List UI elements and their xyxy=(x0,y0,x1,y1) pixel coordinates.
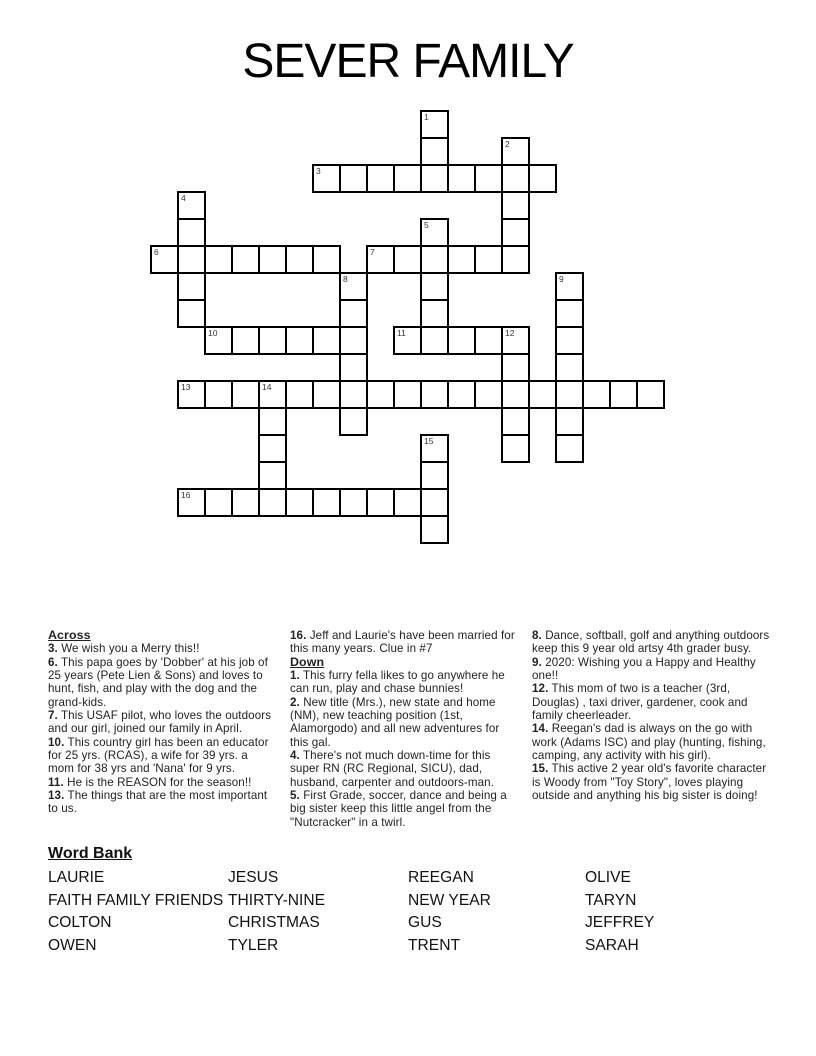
clue-number: 4. xyxy=(290,749,300,763)
clue-down-8 xyxy=(532,629,772,656)
word-bank-item: TYLER xyxy=(228,936,279,954)
clue-across-6 xyxy=(48,656,276,709)
grid-cell-r14-c8[interactable] xyxy=(366,488,395,517)
grid-cell-r14-c4[interactable] xyxy=(258,488,287,517)
cell-number: 3 xyxy=(316,166,321,176)
grid-cell-r8-c15[interactable] xyxy=(555,326,584,355)
grid-cell-r5-c13[interactable] xyxy=(501,245,530,274)
clue-down-1 xyxy=(290,669,518,696)
clue-number: 1. xyxy=(290,669,300,683)
clue-text: 2020: Wishing you a Happy and Healthy one!! xyxy=(532,655,756,683)
word-bank-item: TRENT xyxy=(408,936,460,954)
grid-cell-r2-c8[interactable] xyxy=(366,164,395,193)
word-bank-header: Word Bank xyxy=(48,845,133,862)
grid-cell-r4-c13[interactable] xyxy=(501,218,530,247)
word-bank-item: JESUS xyxy=(228,869,279,886)
word-bank-item: LAURIE xyxy=(48,869,105,886)
grid-cell-r7-c15[interactable] xyxy=(555,299,584,328)
word-bank-item: OLIVE xyxy=(585,869,631,886)
clue-text: This active 2 year old's favorite character is Woody from "Toy Story", loves playing outside and anything his big sister is doing! xyxy=(532,762,767,803)
grid-cell-r3-c1[interactable] xyxy=(177,191,206,220)
grid-cell-r10-c7[interactable] xyxy=(339,380,368,409)
cell-number: 6 xyxy=(154,247,159,257)
grid-cell-r3-c13[interactable] xyxy=(501,191,530,220)
grid-cell-r5-c12[interactable] xyxy=(474,245,503,274)
grid-cell-r5-c5[interactable] xyxy=(285,245,314,274)
grid-cell-r14-c2[interactable] xyxy=(204,488,233,517)
cell-number: 15 xyxy=(424,436,434,446)
grid-cell-r4-c1[interactable] xyxy=(177,218,206,247)
grid-cell-r1-c10[interactable] xyxy=(420,137,449,166)
clue-text: This mom of two is a teacher (3rd, Douglas) , taxi driver, gardener, cook and family cheerleader. xyxy=(532,682,748,723)
clue-across-16 xyxy=(290,629,518,656)
grid-cell-r2-c11[interactable] xyxy=(447,164,476,193)
crossword-grid xyxy=(150,110,665,544)
cell-number: 12 xyxy=(505,328,515,338)
clues-column-right xyxy=(532,629,772,802)
cell-number: 2 xyxy=(505,139,510,149)
grid-cell-r11-c13[interactable] xyxy=(501,407,530,436)
grid-cell-r2-c10[interactable] xyxy=(420,164,449,193)
clue-number: 5. xyxy=(290,789,300,803)
word-bank-item: CHRISTMAS xyxy=(228,914,320,931)
clue-text: Reegan's dad is always on the go with work (Adams ISC) and play (hunting, fishing, camping, any activity with his girl). xyxy=(532,722,766,763)
grid-cell-r5-c6[interactable] xyxy=(312,245,341,274)
grid-cell-r8-c3[interactable] xyxy=(231,326,260,355)
clue-across-3 xyxy=(48,642,276,655)
cell-number: 8 xyxy=(343,274,348,284)
clue-number: 12. xyxy=(532,682,549,696)
clue-text: The things that are the most important to us. xyxy=(48,789,268,816)
word-bank-item: JEFFREY xyxy=(585,914,655,931)
cell-number: 16 xyxy=(181,490,191,500)
cell-number: 10 xyxy=(208,328,218,338)
clues-column-middle xyxy=(290,629,518,829)
across-header: Across xyxy=(48,628,91,642)
grid-cell-r5-c0[interactable] xyxy=(150,245,179,274)
word-bank-item: SARAH xyxy=(585,936,639,954)
grid-cell-r12-c13[interactable] xyxy=(501,434,530,463)
clue-number: 9. xyxy=(532,655,542,669)
grid-cell-r12-c10[interactable] xyxy=(420,434,449,463)
clue-down-9 xyxy=(532,656,772,683)
cell-number: 5 xyxy=(424,220,429,230)
grid-cell-r0-c10[interactable] xyxy=(420,110,449,139)
clue-number: 11. xyxy=(48,775,64,789)
clue-number: 8. xyxy=(532,629,542,642)
word-bank-column-0 xyxy=(48,867,223,957)
word-bank-column-1 xyxy=(228,867,325,957)
clue-down-14 xyxy=(532,722,772,762)
clue-number: 2. xyxy=(290,695,300,709)
clue-text: We wish you a Merry this!! xyxy=(61,642,200,656)
grid-cell-r9-c15[interactable] xyxy=(555,353,584,382)
grid-cell-r8-c5[interactable] xyxy=(285,326,314,355)
clue-across-10 xyxy=(48,736,276,776)
word-bank-item: THIRTY-NINE xyxy=(228,891,326,909)
clue-down-2 xyxy=(290,696,518,749)
cell-number: 7 xyxy=(370,247,375,257)
grid-cell-r10-c11[interactable] xyxy=(447,380,476,409)
grid-cell-r8-c9[interactable] xyxy=(393,326,422,355)
clue-text: This country girl has been an educator for 25 yrs. (RCAS), a wife for 39 yrs. a mom for 38 yrs and 'Nana' for 9 yrs. xyxy=(48,735,269,776)
grid-cell-r14-c9[interactable] xyxy=(393,488,422,517)
grid-cell-r10-c6[interactable] xyxy=(312,380,341,409)
grid-cell-r10-c9[interactable] xyxy=(393,380,422,409)
clue-number: 15. xyxy=(532,762,549,776)
clue-text: Jeff and Laurie's have been married for this many years. Clue in #7 xyxy=(290,629,515,656)
grid-cell-r5-c3[interactable] xyxy=(231,245,260,274)
clue-text: This furry fella likes to go anywhere he can run, play and chase bunnies! xyxy=(290,669,505,696)
word-bank-item: OWEN xyxy=(48,936,97,954)
grid-cell-r10-c14[interactable] xyxy=(528,380,557,409)
grid-cell-r9-c13[interactable] xyxy=(501,353,530,382)
grid-cell-r8-c4[interactable] xyxy=(258,326,287,355)
grid-cell-r10-c2[interactable] xyxy=(204,380,233,409)
clue-down-5 xyxy=(290,789,518,829)
cell-number: 14 xyxy=(262,382,272,392)
grid-cell-r12-c4[interactable] xyxy=(258,434,287,463)
grid-cell-r10-c3[interactable] xyxy=(231,380,260,409)
grid-cell-r13-c4[interactable] xyxy=(258,461,287,490)
clue-number: 3. xyxy=(48,642,58,656)
grid-cell-r5-c9[interactable] xyxy=(393,245,422,274)
clue-text: He is the REASON for the season!! xyxy=(67,775,252,789)
clue-number: 16. xyxy=(290,629,307,642)
grid-cell-r12-c15[interactable] xyxy=(555,434,584,463)
cell-number: 9 xyxy=(559,274,564,284)
grid-cell-r10-c15[interactable] xyxy=(555,380,584,409)
grid-cell-r8-c7[interactable] xyxy=(339,326,368,355)
grid-cell-r10-c18[interactable] xyxy=(636,380,665,409)
grid-cell-r8-c13[interactable] xyxy=(501,326,530,355)
grid-cell-r10-c12[interactable] xyxy=(474,380,503,409)
grid-cell-r6-c1[interactable] xyxy=(177,272,206,301)
grid-cell-r5-c1[interactable] xyxy=(177,245,206,274)
clue-down-15 xyxy=(532,762,772,802)
grid-cell-r15-c10[interactable] xyxy=(420,515,449,544)
word-bank-item: NEW YEAR xyxy=(408,891,491,909)
grid-cell-r1-c13[interactable] xyxy=(501,137,530,166)
cell-number: 1 xyxy=(424,112,429,122)
grid-cell-r6-c15[interactable] xyxy=(555,272,584,301)
grid-cell-r7-c10[interactable] xyxy=(420,299,449,328)
grid-cell-r2-c9[interactable] xyxy=(393,164,422,193)
grid-cell-r10-c16[interactable] xyxy=(582,380,611,409)
grid-cell-r2-c14[interactable] xyxy=(528,164,557,193)
clue-across-7 xyxy=(48,709,276,736)
grid-cell-r8-c2[interactable] xyxy=(204,326,233,355)
grid-cell-r8-c12[interactable] xyxy=(474,326,503,355)
grid-cell-r2-c13[interactable] xyxy=(501,164,530,193)
grid-cell-r14-c5[interactable] xyxy=(285,488,314,517)
cell-number: 13 xyxy=(181,382,191,392)
grid-cell-r10-c17[interactable] xyxy=(609,380,638,409)
word-bank-item: COLTON xyxy=(48,914,112,931)
clue-text: First Grade, soccer, dance and being a big sister keep this little angel from the "Nutcracker" in a twirl. xyxy=(290,789,507,829)
grid-cell-r10-c5[interactable] xyxy=(285,380,314,409)
grid-cell-r7-c1[interactable] xyxy=(177,299,206,328)
grid-cell-r14-c7[interactable] xyxy=(339,488,368,517)
word-bank-item: FAITH FAMILY FRIENDS xyxy=(48,891,224,909)
grid-cell-r10-c13[interactable] xyxy=(501,380,530,409)
clue-text: Dance, softball, golf and anything outdoors keep this 9 year old artsy 4th grader busy. xyxy=(532,629,770,656)
grid-cell-r2-c7[interactable] xyxy=(339,164,368,193)
grid-cell-r11-c7[interactable] xyxy=(339,407,368,436)
word-bank-item: REEGAN xyxy=(408,869,474,886)
grid-cell-r4-c10[interactable] xyxy=(420,218,449,247)
grid-cell-r10-c4[interactable] xyxy=(258,380,287,409)
grid-cell-r7-c7[interactable] xyxy=(339,299,368,328)
clue-down-12 xyxy=(532,682,772,722)
grid-cell-r6-c7[interactable] xyxy=(339,272,368,301)
grid-cell-r8-c10[interactable] xyxy=(420,326,449,355)
grid-cell-r6-c10[interactable] xyxy=(420,272,449,301)
grid-cell-r9-c7[interactable] xyxy=(339,353,368,382)
clue-across-13 xyxy=(48,789,276,816)
cell-number: 4 xyxy=(181,193,186,203)
word-bank xyxy=(0,867,816,962)
word-bank-item: GUS xyxy=(408,914,442,931)
grid-cell-r11-c15[interactable] xyxy=(555,407,584,436)
grid-cell-r14-c3[interactable] xyxy=(231,488,260,517)
puzzle-title: SEVER FAMILY xyxy=(242,35,574,88)
grid-cell-r5-c8[interactable] xyxy=(366,245,395,274)
clue-number: 6. xyxy=(48,655,58,669)
clue-number: 13. xyxy=(48,789,65,803)
grid-cell-r5-c4[interactable] xyxy=(258,245,287,274)
grid-cell-r14-c6[interactable] xyxy=(312,488,341,517)
clues-column-left xyxy=(48,629,276,816)
clue-number: 14. xyxy=(532,722,549,736)
grid-cell-r5-c11[interactable] xyxy=(447,245,476,274)
clue-across-11 xyxy=(48,776,276,789)
clue-text: This USAF pilot, who loves the outdoors and our girl, joined our family in April. xyxy=(48,709,272,736)
word-bank-column-3 xyxy=(585,867,654,957)
clue-text: New title (Mrs.), new state and home (NM), new teaching position (1st, Alamorgodo) and all new adventures for this gal. xyxy=(290,695,500,749)
clue-down-4 xyxy=(290,749,518,789)
grid-cell-r10-c8[interactable] xyxy=(366,380,395,409)
grid-cell-r14-c10[interactable] xyxy=(420,488,449,517)
down-header: Down xyxy=(290,654,325,669)
clue-number: 10. xyxy=(48,735,65,749)
clue-text: This papa goes by 'Dobber' at his job of 25 years (Pete Lien & Sons) and loves to hunt, fish, and play with the dog and the grand-kids. xyxy=(48,655,268,709)
word-bank-column-2 xyxy=(408,867,491,957)
grid-cell-r5-c10[interactable] xyxy=(420,245,449,274)
grid-cell-r8-c6[interactable] xyxy=(312,326,341,355)
grid-cell-r13-c10[interactable] xyxy=(420,461,449,490)
word-bank-item: TARYN xyxy=(585,891,637,909)
grid-cell-r2-c6[interactable] xyxy=(312,164,341,193)
grid-cell-r11-c4[interactable] xyxy=(258,407,287,436)
grid-cell-r10-c1[interactable] xyxy=(177,380,206,409)
grid-cell-r14-c1[interactable] xyxy=(177,488,206,517)
cell-number: 11 xyxy=(397,328,406,338)
grid-cell-r10-c10[interactable] xyxy=(420,380,449,409)
grid-cell-r8-c11[interactable] xyxy=(447,326,476,355)
clue-text: There's not much down-time for this super RN (RC Regional, SICU), dad, husband, carpenter and outdoors-man. xyxy=(290,749,495,789)
grid-cell-r2-c12[interactable] xyxy=(474,164,503,193)
clue-number: 7. xyxy=(48,709,58,723)
grid-cell-r5-c2[interactable] xyxy=(204,245,233,274)
